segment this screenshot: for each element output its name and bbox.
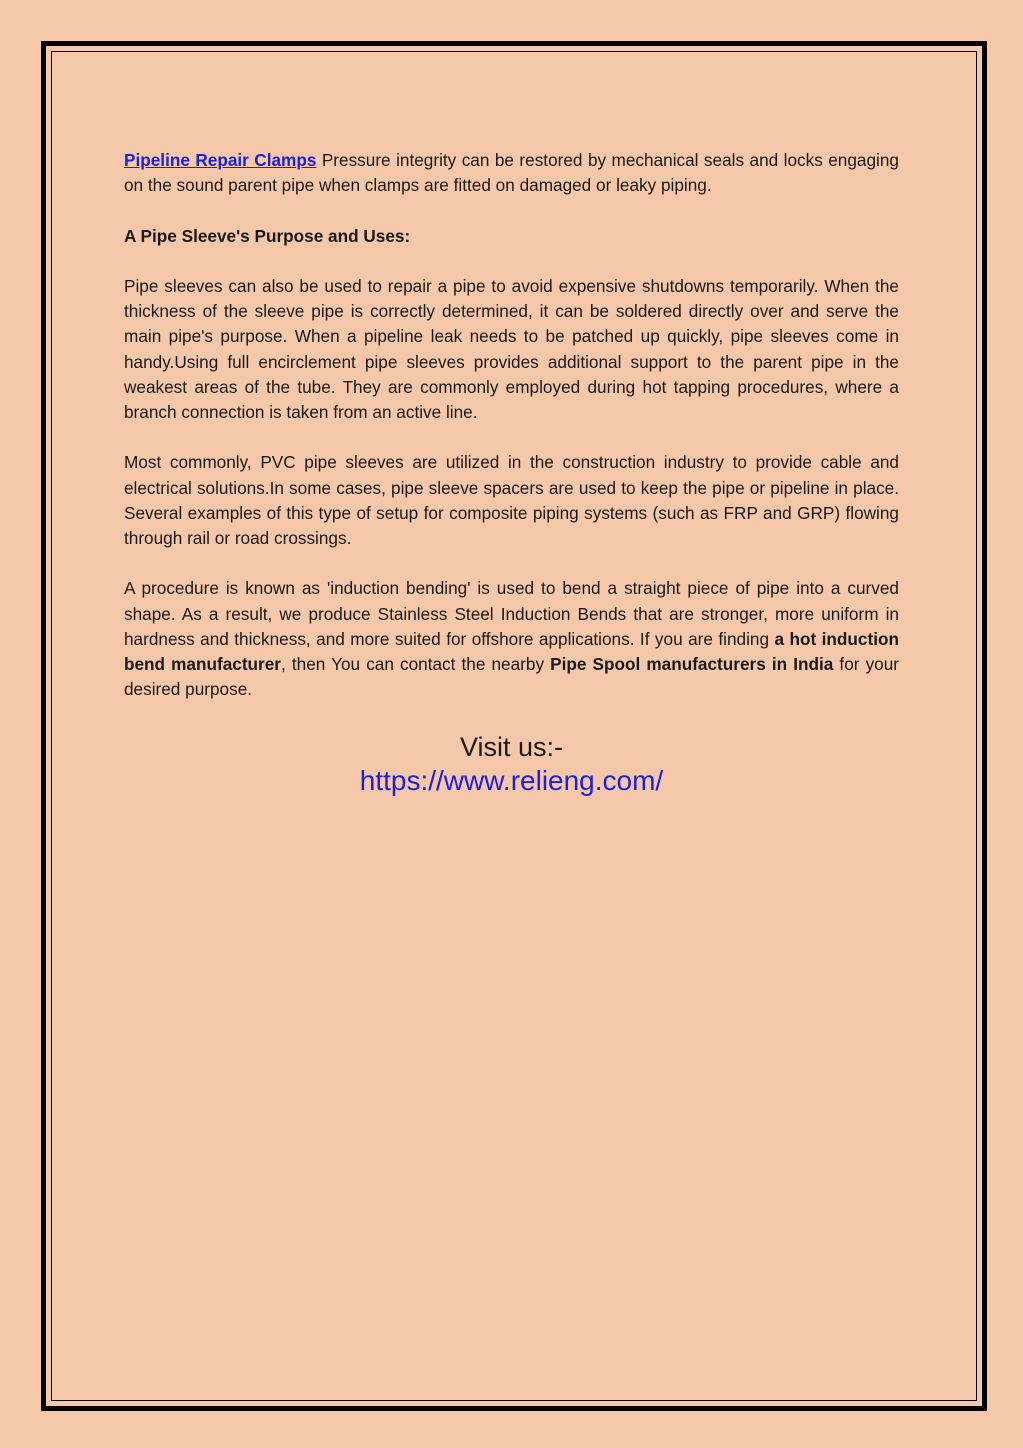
paragraph-pvc-sleeves: Most commonly, PVC pipe sleeves are utilized in the construction industry to provide cable and electrical solutions.In some cases, pipe sleeve spacers are used to keep the pipe or pipeline in place. Several examples of this type of setup for composite piping systems (such as FRP and GRP) flowing through rail or road crossings. xyxy=(124,452,899,548)
paragraph-induction-bending xyxy=(124,576,899,702)
hot-induction-bend-manufacturer: a hot induction bend manufacturer xyxy=(124,628,899,674)
visit-label: Visit us:- xyxy=(459,732,564,762)
induction-text-1: A procedure is known as 'induction bending' is used to bend a straight piece of pipe into a curved shape. As a result, we produce Stainless Steel Induction Bends that are stronger, more uniform in hardness and thickness, and more suited for offshore applications. If you are finding xyxy=(124,578,899,649)
visit-block xyxy=(0,730,1023,798)
website-link[interactable]: https://www.relieng.com/ xyxy=(359,765,664,796)
induction-text-3: for your desired purpose. xyxy=(124,654,900,700)
paragraph-pipe-sleeves: Pipe sleeves can also be used to repair a pipe to avoid expensive shutdowns temporarily. When the thickness of the sleeve pipe is correctly determined, it can be soldered directly over and serve the main pipe's purpose. When a pipeline leak needs to be patched up quickly, pipe sleeves come in handy.Using full encirclement pipe sleeves provides additional support to the parent pipe in the weakest areas of the tube. They are commonly employed during hot tapping procedures, where a branch connection is taken from an active line. xyxy=(124,275,899,422)
article-body xyxy=(124,148,899,728)
intro-paragraph xyxy=(124,148,899,198)
section-heading: A Pipe Sleeve's Purpose and Uses: xyxy=(124,225,411,246)
pipe-spool-manufacturers: Pipe Spool manufacturers in India xyxy=(550,654,834,674)
intro-text: Pressure integrity can be restored by mechanical seals and locks engaging on the sound parent pipe when clamps are fitted on damaged or leaky piping. xyxy=(124,150,899,196)
pipeline-repair-clamps-link[interactable]: Pipeline Repair Clamps xyxy=(124,150,317,170)
induction-text-2: , then You can contact the nearby xyxy=(281,654,551,674)
